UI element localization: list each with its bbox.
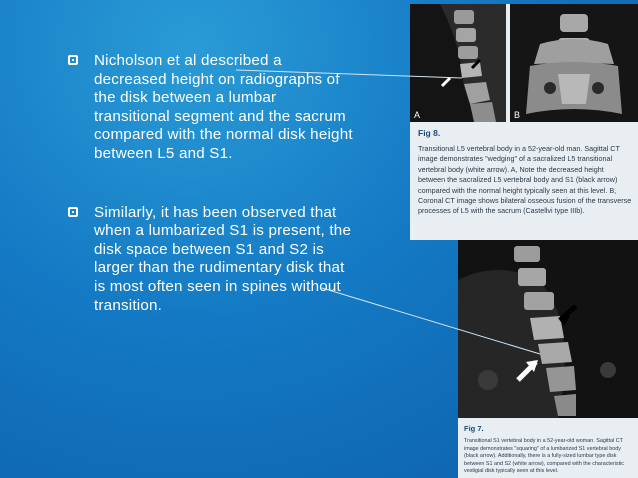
figure-8-title: Fig 8. — [418, 128, 441, 138]
figure-7-caption: Transitional S1 vertebral body in a 52-year-old woman. Sagittal CT image demonstrates "squaring" of a lumbarized S1 vertebral body (black arrow). Additionally, there is a fully-sized lumbar type disk between S1 and S2 (white arrow), compared with the characteristic vestigial disk typically seen at this level. — [464, 438, 624, 475]
figure-label-b: B — [514, 110, 521, 120]
bullet-text: Similarly, it has been observed that when a lumbarized S1 is present, the disk space between S1 and S2 is larger than the rudimentary disk that is most often seen in spines without transition. — [94, 203, 352, 314]
connector-line-fig8 — [236, 70, 462, 78]
figure-7-title: Fig 7. — [464, 424, 484, 433]
connector-line-fig7 — [322, 288, 540, 354]
bullet-text: Nicholson et al described a decreased height on radiographs of the disk between a lumbar transitional segment and the sacrum compared with the normal disk height between L5 and S1. — [94, 52, 353, 162]
figure-label-a: A — [414, 110, 421, 120]
figure-8-caption: Transitional L5 vertebral body in a 52-year-old man. Sagittal CT image demonstrates "wedging" of a sacralized L5 transitional vertebral body (white arrow). A, Note the decreased height between the sacralized L5 vertebral body and S1 (black arrow) compared with the normal height typically seen at this level. B, Coronal CT image shows bilateral osseous fusion of the transverse processes of L5 with the sacrum (Castellvi type IIIb). — [418, 144, 632, 216]
